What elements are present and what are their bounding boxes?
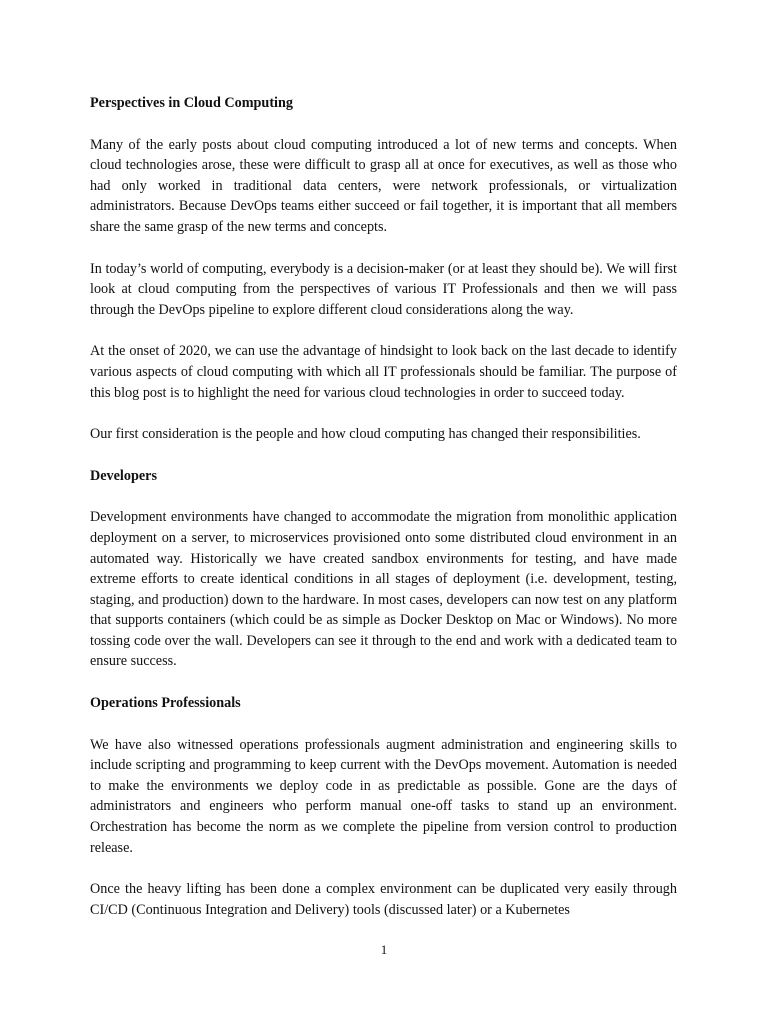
section-heading-operations: Operations Professionals (90, 695, 241, 712)
intro-paragraph: Many of the early posts about cloud computing introduced a lot of new terms and concepts. When cloud technologies arose, these were difficult to grasp all at once for executives, as well as those who had only worked in traditional data centers, were network professionals, or virtualization administrators. Because DevOps teams either succeed or fail together, it is important that all members share the same grasp of the new terms and concepts. (90, 136, 677, 235)
section-heading-developers: Developers (90, 467, 157, 484)
intro-paragraph: At the onset of 2020, we can use the advantage of hindsight to look back on the last decade to identify various aspects of cloud computing with which all IT professionals should be familiar. The purpose of this blog post is to highlight the need for various cloud technologies in order to succeed today. (90, 343, 677, 401)
intro-paragraph: Our first consideration is the people and how cloud computing has changed their responsibilities. (90, 426, 641, 443)
page-number: 1 (380, 942, 388, 957)
operations-paragraph: We have also witnessed operations professionals augment administration and engineering skills to include scripting and programming to keep current with the DevOps movement. Automation is needed to make the environments we deploy code in as predictable as possible. Gone are the days of administrators and engineers who perform manual one-off tasks to stand up an environment. Orchestration has become the norm as we complete the pipeline from version control to production release. (90, 736, 677, 856)
developers-paragraph: Development environments have changed to accommodate the migration from monolithic application deployment on a server, to microservices provisioned onto some distributed cloud environment in an automated way. Historically we have created sandbox environments for testing, and have made extreme efforts to create identical conditions in all stages of deployment (i.e. development, testing, staging, and production) down to the hardware. In most cases, developers can now test on any platform that supports containers (which could be as simple as Docker Desktop on Mac or Windows). No more tossing code over the wall. Developers can see it through to the end and work with a dedicated team to ensure success. (90, 509, 677, 670)
document-body (90, 93, 677, 920)
document-title: Perspectives in Cloud Computing (90, 95, 293, 111)
operations-paragraph: Once the heavy lifting has been done a complex environment can be duplicated very easily through CI/CD (Continuous Integration and Delivery) tools (discussed later) or a Kubernetes (90, 881, 677, 918)
intro-paragraph: In today’s world of computing, everybody is a decision-maker (or at least they should be). We will first look at cloud computing from the perspectives of various IT Professionals and then we will pass through the DevOps pipeline to explore different cloud considerations along the way. (90, 260, 677, 318)
